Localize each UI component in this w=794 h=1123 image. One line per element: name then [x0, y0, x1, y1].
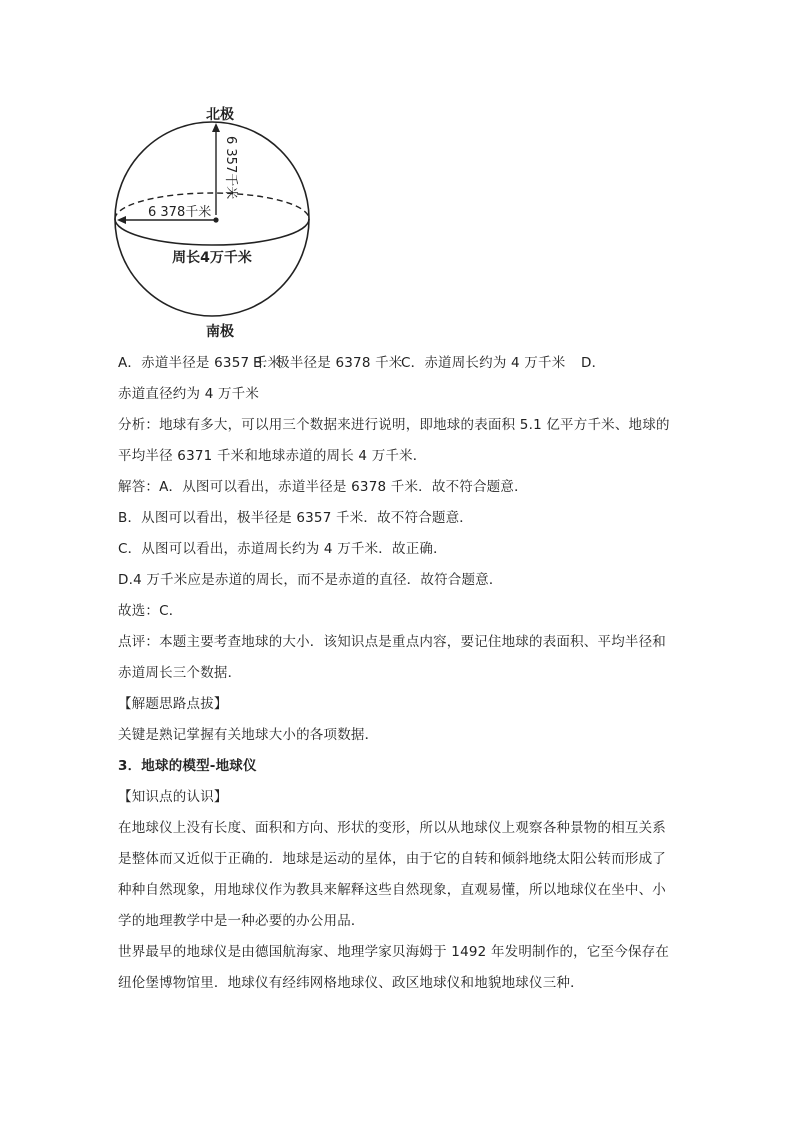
earth-outline [115, 122, 309, 316]
comment-line-1: 点评：本题主要考查地球的大小．该知识点是重点内容，要记住地球的表面积、平均半径和 [118, 634, 666, 650]
earth-size-figure [110, 98, 330, 344]
option-d-prefix: D． [581, 355, 606, 371]
north-pole-label: 北极 [206, 107, 234, 123]
answer-options-row [118, 348, 683, 379]
equator-back-dashed [115, 193, 309, 219]
answer-line-a: 解答：A．从图可以看出，赤道半径是 6378 千米．故不符合题意． [118, 479, 528, 495]
circumference-label: 周长4万千米 [172, 250, 252, 266]
earth-diagram [110, 98, 330, 344]
polar-radius-label: 6 357千米 [223, 136, 238, 200]
section-3-title: 3．地球的模型-地球仪 [118, 758, 257, 774]
earth-center-dot [213, 217, 218, 222]
analysis-line-1: 分析：地球有多大，可以用三个数据来进行说明，即地球的表面积 5.1 亿平方千米、地球的 [118, 417, 670, 433]
south-pole-label: 南极 [206, 324, 234, 340]
paragraph-1-line-4: 学的地理教学中是一种必要的办公用品． [118, 913, 365, 929]
section-3-subheading: 【知识点的认识】 [118, 789, 228, 805]
equator-front [115, 219, 309, 245]
answer-line-c: C．从图可以看出，赤道周长约为 4 万千米．故正确． [118, 541, 447, 557]
paragraph-1-line-3: 种种自然现象，用地球仪作为教具来解释这些自然现象，直观易懂，所以地球仪在坐中、小 [118, 882, 666, 898]
document-text [118, 348, 683, 999]
paragraph-2-line-1: 世界最早的地球仪是由德国航海家、地理学家贝海姆于 1492 年发明制作的，它至今保存在 [118, 944, 670, 960]
tips-heading: 【解题思路点拔】 [118, 696, 228, 712]
option-a: A．赤道半径是 6357 千米 [118, 355, 282, 371]
option-d-continued: 赤道直径约为 4 万千米 [118, 386, 260, 402]
answer-choice: 故选：C． [118, 603, 183, 619]
analysis-line-2: 平均半径 6371 千米和地球赤道的周长 4 万千米． [118, 448, 427, 464]
tips-body: 关键是熟记掌握有关地球大小的各项数据． [118, 727, 379, 743]
paragraph-1-line-2: 是整体而又近似于正确的．地球是运动的星体，由于它的自转和倾斜地绕太阳公转而形成了 [118, 851, 666, 867]
equatorial-radius-label: 6 378千米 [148, 205, 212, 220]
equatorial-arrow-head [117, 216, 126, 224]
option-b: B．极半径是 6378 千米 [253, 355, 403, 371]
option-c: C．赤道周长约为 4 万千米 [401, 355, 566, 371]
answer-line-d: D.4 万千米应是赤道的周长，而不是赤道的直径．故符合题意． [118, 572, 503, 588]
polar-arrow-head [212, 123, 220, 132]
answer-line-b: B．从图可以看出，极半径是 6357 千米．故不符合题意． [118, 510, 473, 526]
paragraph-1-line-1: 在地球仪上没有长度、面积和方向、形状的变形，所以从地球仪上观察各种景物的相互关系 [118, 820, 666, 836]
comment-line-2: 赤道周长三个数据． [118, 665, 242, 681]
paragraph-2-line-2: 纽伦堡博物馆里．地球仪有经纬网格地球仪、政区地球仪和地貌地球仪三种． [118, 975, 584, 991]
